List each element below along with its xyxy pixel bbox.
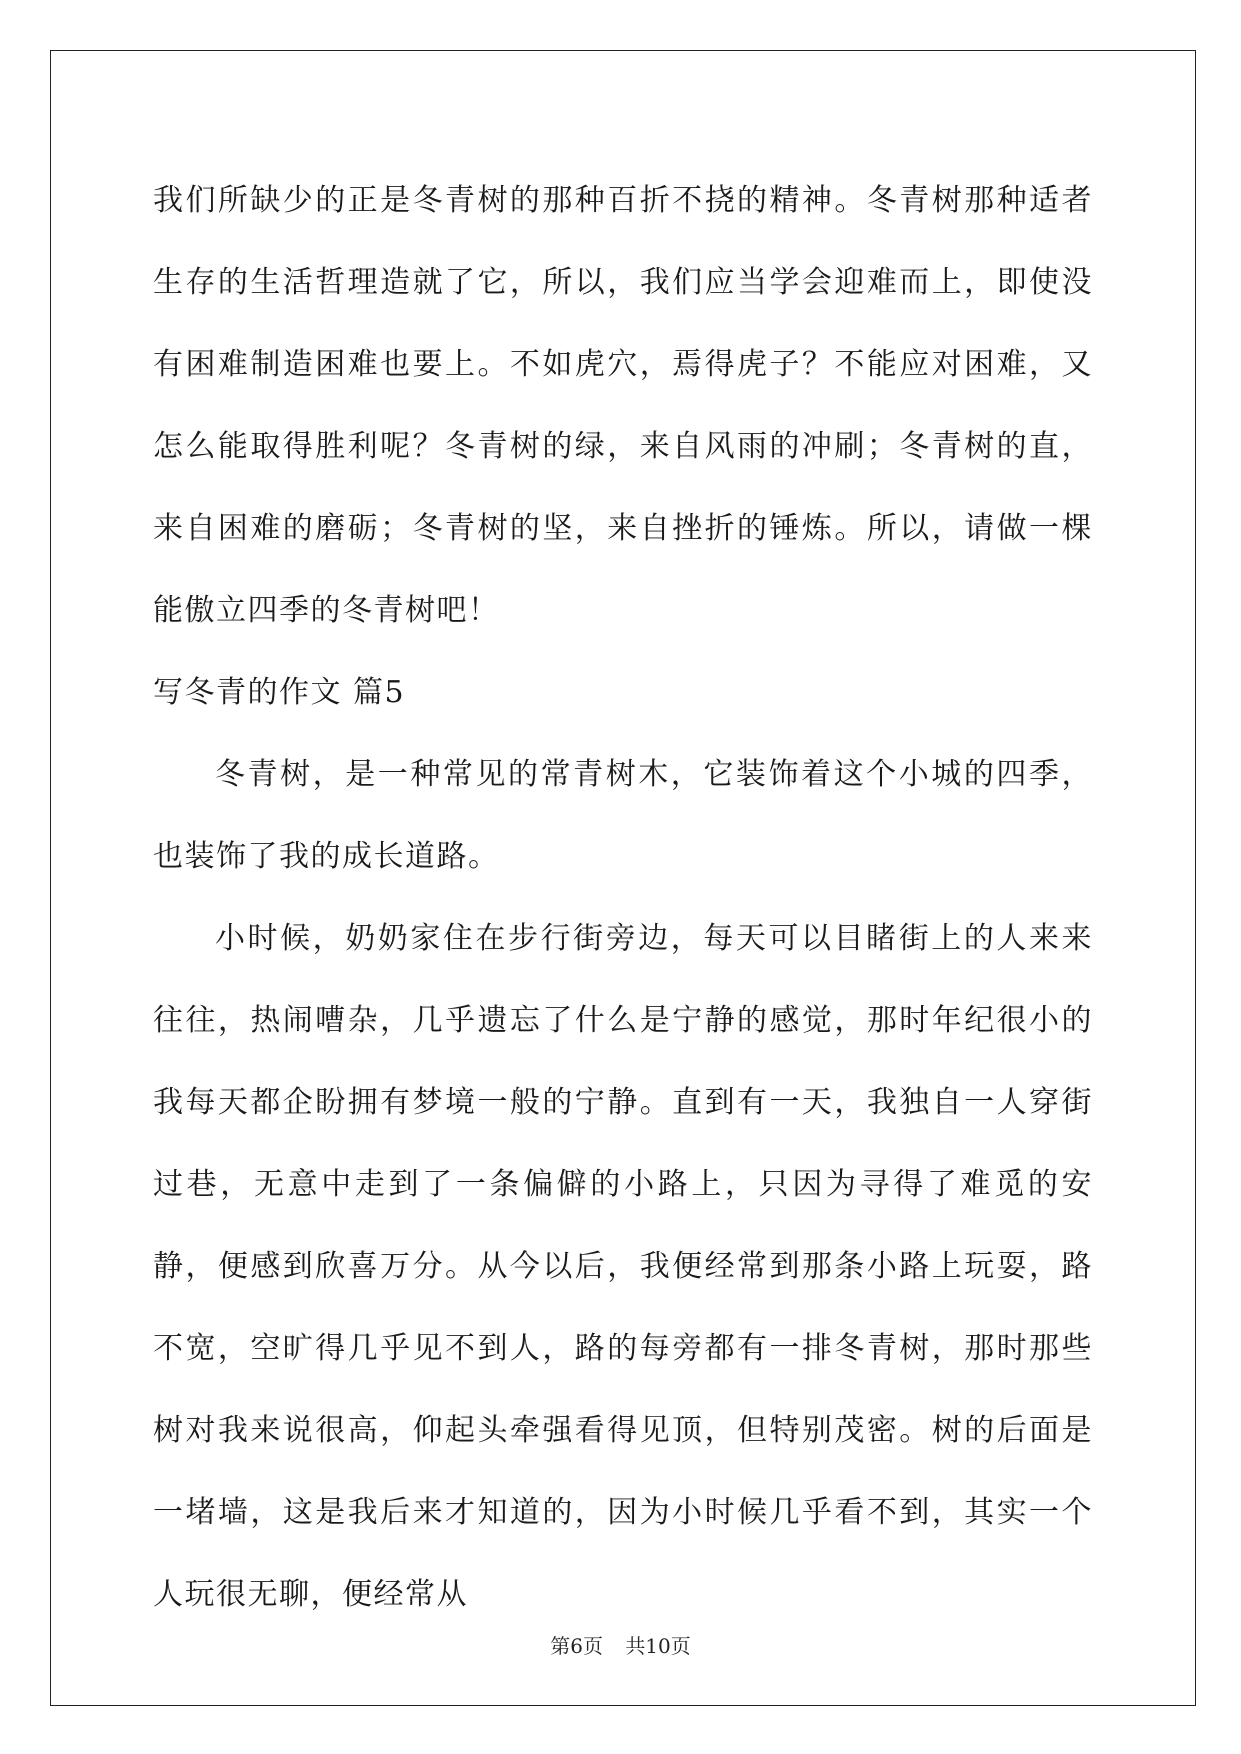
paragraph-1: 我们所缺少的正是冬青树的那种百折不挠的精神。冬青树那种适者生存的生活哲理造就了它，所以，我们应当学会迎难而上，即使没有困难制造困难也要上。不如虎穴，焉得虎子？不能应对困难，又怎么能取得胜利呢？冬青树的绿，来自风雨的冲刷；冬青树的直，来自困难的磨砺；冬青树的坚，来自挫折的锤炼。所以，请做一棵能傲立四季的冬青树吧！ xyxy=(153,183,1093,628)
page-number: 第6页 xyxy=(550,1634,603,1658)
page-total: 共10页 xyxy=(625,1634,691,1658)
paragraph-2: 冬青树，是一种常见的常青树木，它装饰着这个小城的四季，也装饰了我的成长道路。 xyxy=(153,757,1093,874)
section-heading: 写冬青的作文 篇5 xyxy=(153,675,406,710)
paragraph-3: 小时候，奶奶家住在步行街旁边，每天可以目睹街上的人来来往往，热闹嘈杂，几乎遗忘了什么是宁静的感觉，那时年纪很小的我每天都企盼拥有梦境一般的宁静。直到有一天，我独自一人穿街过巷，无意中走到了一条偏僻的小路上，只因为寻得了难觅的安静，便感到欣喜万分。从今以后，我便经常到那条小路上玩耍，路不宽，空旷得几乎见不到人，路的每旁都有一排冬青树，那时那些树对我来说很高，仰起头牵强看得见顶，但特别茂密。树的后面是一堵墙，这是我后来才知道的，因为小时候几乎看不到，其实一个人玩很无聊，便经常从 xyxy=(153,921,1093,1612)
page-footer xyxy=(0,1630,1241,1659)
document-body xyxy=(153,160,1093,1636)
